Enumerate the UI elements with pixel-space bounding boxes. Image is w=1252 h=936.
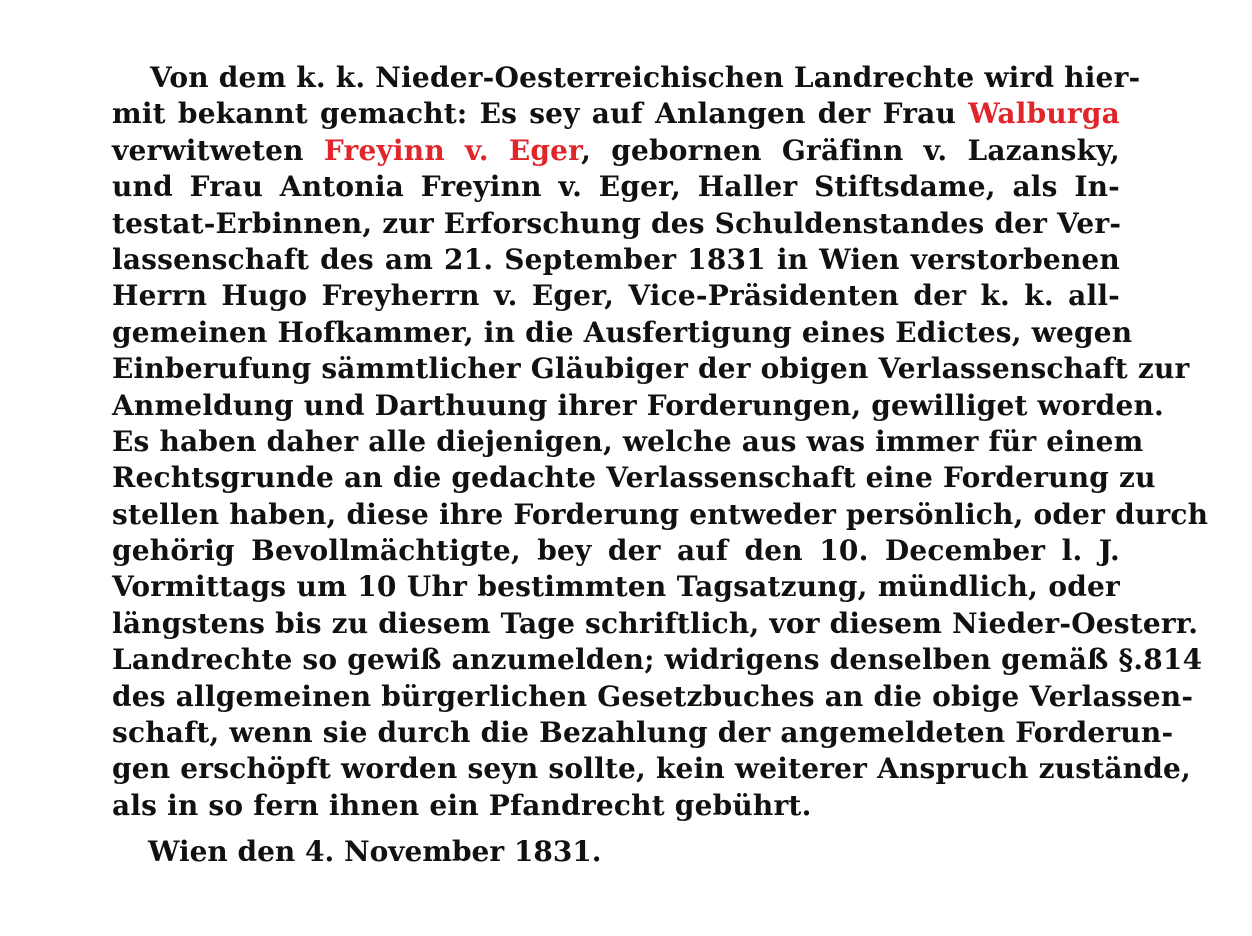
notice-line: als in so fern ihnen ein Pfandrecht gebührt. xyxy=(112,788,812,822)
notice-line: Anmeldung und Darthuung ihrer Forderungen, gewilliget worden. xyxy=(112,388,1164,422)
notice-line: Einberufung sämmtlicher Gläubiger der obigen Verlassenschaft zur xyxy=(112,352,1190,386)
highlighted-name: Walburga xyxy=(968,97,1120,131)
notice-line: testat-Erbinnen, zur Erforschung des Schuldenstandes der Ver- xyxy=(112,206,1122,240)
notice-line: verwitweten Freyinn v. Eger, gebornen Gräfinn v. Lazansky, xyxy=(112,133,1120,167)
notice-line: stellen haben, diese ihre Forderung entweder persönlich, oder durch xyxy=(112,497,1209,531)
notice-body xyxy=(112,60,1209,824)
notice-line: gemeinen Hofkammer, in die Ausfertigung eines Edictes, wegen xyxy=(112,315,1133,349)
notice-line: gen erschöpft worden seyn sollte, kein weiterer Anspruch zustände, xyxy=(112,752,1191,786)
notice-line: Es haben daher alle diejenigen, welche aus was immer für einem xyxy=(112,424,1144,458)
notice-line: gehörig Bevollmächtigte, bey der auf den 10. December l. J. xyxy=(112,534,1120,568)
notice-line: lassenschaft des am 21. September 1831 in Wien verstorbenen xyxy=(112,242,1120,276)
notice-line: des allgemeinen bürgerlichen Gesetzbuches an die obige Verlassen- xyxy=(112,679,1194,713)
notice-line: Herrn Hugo Freyherrn v. Eger, Vice-Präsidenten der k. k. all- xyxy=(112,279,1120,313)
date-signature: Wien den 4. November 1831. xyxy=(148,835,602,868)
notice-line: längstens bis zu diesem Tage schriftlich, vor diesem Nieder-Oesterr. xyxy=(112,606,1199,640)
notice-line: Rechtsgrunde an die gedachte Verlassenschaft eine Forderung zu xyxy=(112,461,1156,495)
notice-line: schaft, wenn sie durch die Bezahlung der angemeldeten Forderun- xyxy=(112,716,1174,750)
notice-line: Von dem k. k. Nieder-Oesterreichischen Landrechte wird hier- xyxy=(150,61,1141,94)
notice-line: Vormittags um 10 Uhr bestimmten Tagsatzung, mündlich, oder xyxy=(112,570,1120,604)
notice-line: und Frau Antonia Freyinn v. Eger, Haller Stiftsdame, als In- xyxy=(112,170,1120,204)
highlighted-name: Freyinn v. Eger xyxy=(323,133,582,167)
notice-line: mit bekannt gemacht: Es sey auf Anlangen der Frau Walburga xyxy=(112,97,1120,131)
notice-line: Landrechte so gewiß anzumelden; widrigens denselben gemäß §.814 xyxy=(112,643,1203,677)
